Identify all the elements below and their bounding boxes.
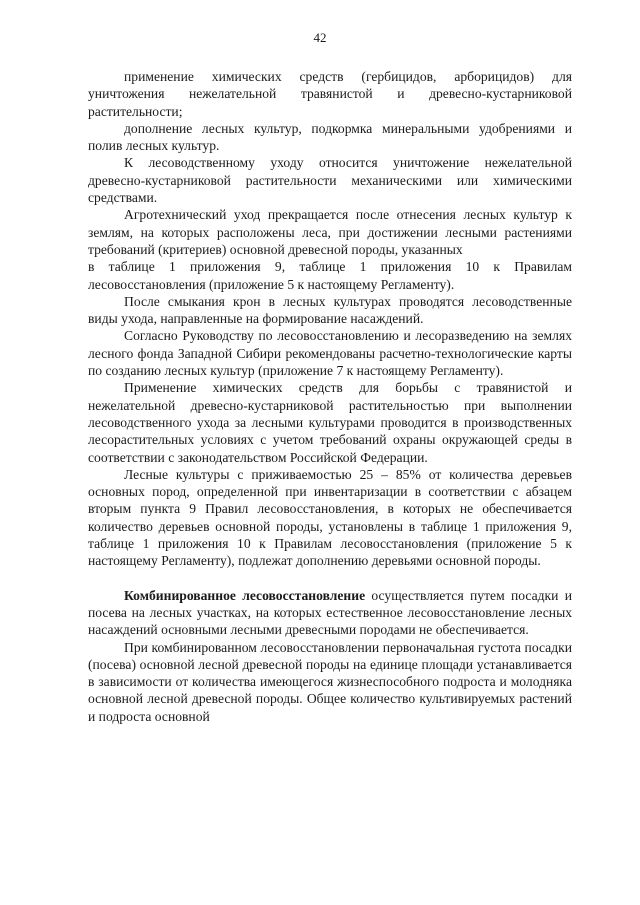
paragraph-text: К лесоводственному уходу относится уничтожение нежелательной древесно-кустарниковой растительности механическими или химическими средствами. — [88, 155, 572, 206]
paragraph-text: Применение химических средств для борьбы с травянистой и нежелательной древесно-кустарниковой растительностью при выполнении лесоводственного ухода за лесными культурами проводится в производственных лесорастительных условиях с учетом требований охраны окружающей среды в соответствии с законодательством Российской Федерации. — [88, 380, 572, 465]
paragraph — [88, 379, 572, 465]
paragraph-text: При комбинированном лесовосстановлении первоначальная густота посадки (посева) основной лесной древесной породы на единице площади устанавливается в зависимости от количества имеющегося жизнеспособного подроста и молодняка основной лесной древесной породы. Общее количество культивируемых растений и подроста основной — [88, 639, 572, 724]
paragraph-text: Согласно Руководству по лесовосстановлению и лесоразведению на землях лесного фонда Западной Сибири рекомендованы расчетно-технологические карты по созданию лесных культур (приложение 7 к настоящему Регламенту). — [88, 328, 572, 379]
paragraph-text: в таблице 1 приложения 9, таблице 1 приложения 10 к Правилам лесовосстановления (приложение 5 к настоящему Регламенту). — [88, 259, 572, 292]
paragraph-text: Лесные культуры с приживаемостью 25 – 85% от количества деревьев основных пород, определенной при инвентаризации в соответствии с абзацем вторым пункта 9 Правил лесовосстановления, в которых не обеспечивается количество деревьев основной породы, установлены в таблице 1 приложения 9, таблице 1 приложения 10 к Правилам лесовосстановления (приложение 5 к настоящему Регламенту), подлежат дополнению деревьями основной породы. — [88, 466, 572, 569]
paragraph — [88, 68, 572, 120]
paragraph-text: осуществляется путем посадки и посева на лесных участках, на которых естественное лесовосстановление лесных насаждений основными лесными древесными породами не обеспечивается. — [88, 587, 572, 638]
section-lead-term: Комбинированное лесовосстановление — [124, 587, 366, 603]
paragraph — [88, 293, 572, 328]
paragraph-text: применение химических средств (гербицидов, арборицидов) для уничтожения нежелательной травянистой и древесно-кустарниковой растительности; — [88, 69, 572, 119]
paragraph — [88, 639, 572, 725]
paragraph — [88, 120, 572, 155]
body-text — [88, 68, 572, 725]
paragraph-text: дополнение лесных культур, подкормка минеральными удобрениями и полив лесных культур. — [88, 120, 572, 154]
paragraph — [88, 258, 572, 293]
paragraph — [88, 206, 572, 258]
paragraph — [88, 466, 572, 570]
paragraph-text: Агротехнический уход прекращается после отнесения лесных культур к землям, на которых расположены леса, при достижении лесными растениями требований (критериев) основной древесной породы, указанных — [88, 207, 572, 257]
paragraph — [88, 587, 572, 639]
paragraph-text: После смыкания крон в лесных культурах проводятся лесоводственные виды ухода, направленные на формирование насаждений. — [88, 293, 572, 327]
paragraph — [88, 327, 572, 379]
paragraph — [88, 154, 572, 206]
page-number: 42 — [313, 30, 327, 45]
